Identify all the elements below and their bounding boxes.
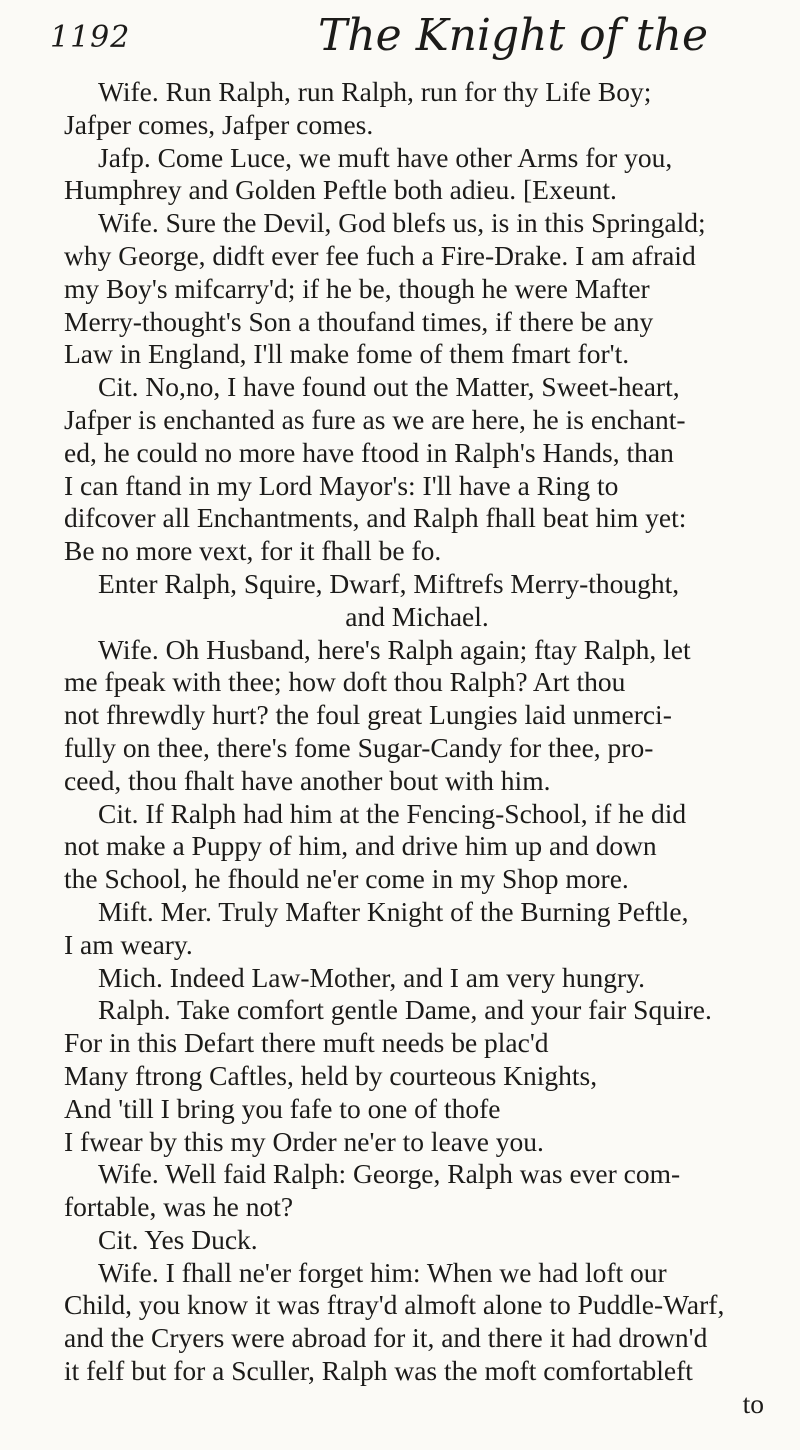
verse-line: For in this Defart there muft needs be plac'd [64,1027,549,1059]
text-line: Law in England, I'll make fome of them fmart for't. [64,338,630,370]
text-line: me fpeak with thee; how doft thou Ralph? Art thou [64,666,626,698]
verse-line: Many ftrong Caftles, held by courteous Knights, [64,1059,598,1091]
text-line: Wife. Run Ralph, run Ralph, run for thy Life Boy; [98,76,652,107]
running-title: The Knight of the [318,10,708,61]
text-line: ceed, thou fhalt have another bout with him. [64,764,551,796]
text-line: Ralph. Take comfort gentle Dame, and your fair Squire. [98,994,712,1026]
text-line: Be no more vext, for it fhall be fo. [64,535,442,567]
text-line: difcover all Enchantments, and Ralph fhall beat him yet: [64,502,687,534]
text-line: Wife. Oh Husband, here's Ralph again; ftay Ralph, let [98,633,691,665]
text-line: why George, didft ever fee fuch a Fire-Drake. I am afraid [64,239,696,271]
text-line: Cit. If Ralph had him at the Fencing-School, if he did [98,797,687,829]
text-line: the School, he fhould ne'er come in my Shop more. [64,863,629,895]
text-line: Jafp. Come Luce, we muft have other Arms for you, [98,141,673,173]
text-line: fortable, was he not? [64,1191,294,1223]
verse-line: And 'till I bring you fafe to one of thofe [64,1092,501,1124]
page-header [50,6,750,68]
text-line: ed, he could no more have ftood in Ralph's Hands, than [64,436,674,468]
page-number: 1192 [50,20,131,55]
text-line: not fhrewdly hurt? the foul great Lungies laid unmerci- [64,699,672,731]
text-line: I am weary. [64,928,193,960]
text-line: Jafper comes, Jafper comes. [64,108,374,140]
catchword: to [742,1387,764,1419]
text-line: Wife. Well faid Ralph: George, Ralph was ever com- [98,1158,681,1190]
text-line: Cit. Yes Duck. [98,1223,258,1255]
text-line: Cit. No,no, I have found out the Matter, Sweet-heart, [98,371,680,403]
text-line: Mich. Indeed Law-Mother, and I am very hungry. [98,961,645,993]
stage-direction: Enter Ralph, Squire, Dwarf, Miftrefs Merry-thought, [98,567,680,599]
stage-direction: and Michael. [345,600,489,632]
text-line: Wife. I fhall ne'er forget him: When we had loft our [98,1256,667,1288]
text-line: Humphrey and Golden Peftle both adieu. [Exeunt. [64,174,617,206]
text-line: Child, you know it was ftray'd almoft alone to Puddle-Warf, [64,1289,725,1321]
text-line: and the Cryers were abroad for it, and there it had drown'd [64,1322,708,1354]
text-line: Jafper is enchanted as fure as we are here, he is enchant- [64,403,686,435]
verse-line: I fwear by this my Order ne'er to leave you. [64,1125,544,1157]
page-body [64,76,770,1421]
text-line: Merry-thought's Son a thoufand times, if there be any [64,305,654,337]
text-line: I can ftand in my Lord Mayor's: I'll have a Ring to [64,469,619,501]
text-line: my Boy's mifcarry'd; if he be, though he were Mafter [64,272,650,304]
text-line: Mift. Mer. Truly Mafter Knight of the Burning Peftle, [98,895,689,927]
text-line: Wife. Sure the Devil, God blefs us, is in this Springald; [98,207,706,239]
text-line: fully on thee, there's fome Sugar-Candy for thee, pro- [64,731,654,763]
text-line: not make a Puppy of him, and drive him up and down [64,830,657,862]
text-line: it felf but for a Sculler, Ralph was the moft comfortableft [64,1355,693,1387]
